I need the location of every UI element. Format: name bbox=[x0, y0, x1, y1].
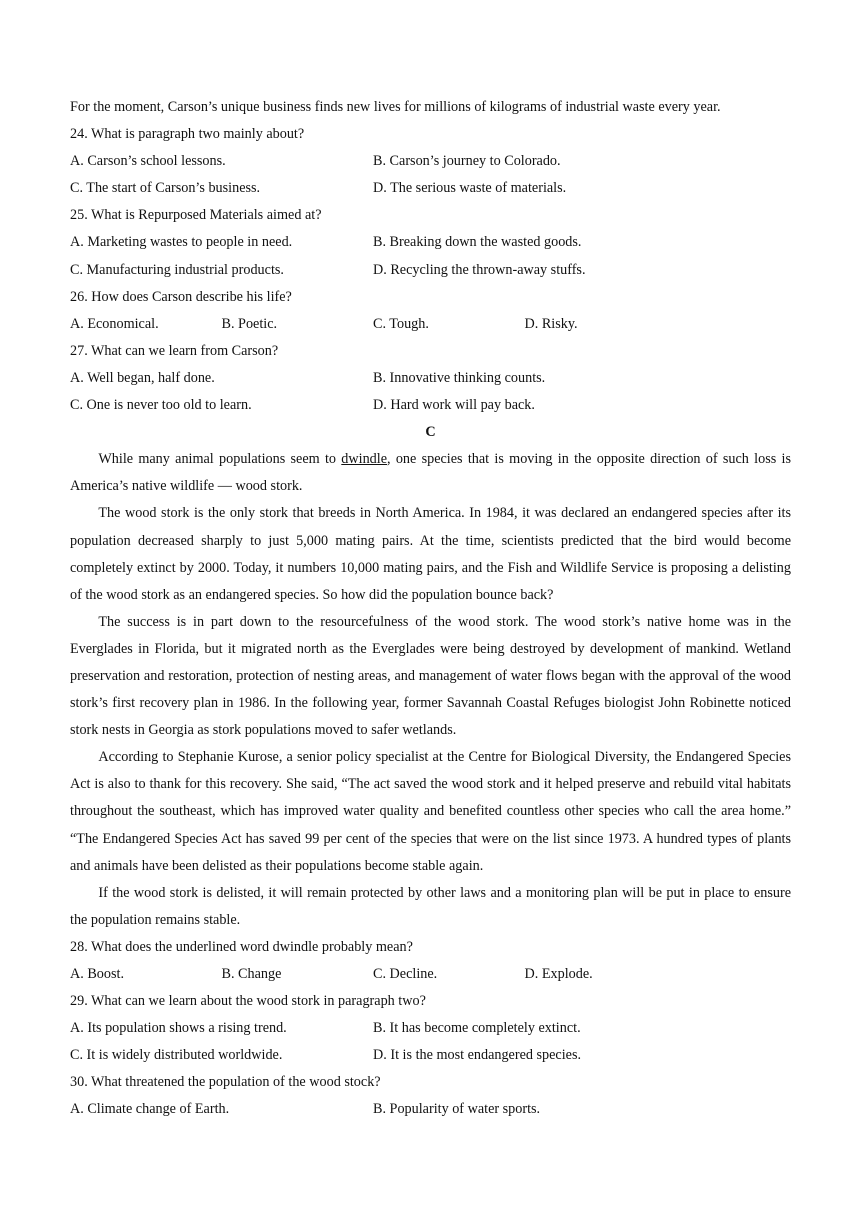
option: B. Innovative thinking counts. bbox=[373, 369, 546, 386]
question-stem: 27. What can we learn from Carson? bbox=[70, 342, 279, 359]
passage-paragraph: If the wood stork is delisted, it will remain protected by other laws and a monitoring plan will be put in place to ensure the population remains stable. bbox=[70, 884, 791, 928]
question-stem: 24. What is paragraph two mainly about? bbox=[70, 126, 305, 143]
option: D. Explode. bbox=[524, 966, 593, 982]
option: A. Its population shows a rising trend. bbox=[70, 1020, 287, 1037]
option: A. Well began, half done. bbox=[70, 369, 215, 386]
option: C. Tough. bbox=[373, 315, 429, 332]
option-row bbox=[70, 1015, 791, 1042]
option: B. Breaking down the wasted goods. bbox=[373, 234, 582, 251]
passage-paragraph: The success is in part down to the resourcefulness of the wood stork. The wood stork’s native home was in the Everglades in Florida, but it migrated north as the Everglades were being destroyed by development of mankind. Wetland preservation and restoration, protection of nesting areas, and management of water flows began with the approval of the wood stork’s first recovery plan in 1986. In the following year, former Savannah Coastal Refuges biologist John Robinette noticed stork nests in Georgia as stork populations moved to safer wetlands. bbox=[70, 613, 791, 739]
passage-paragraph: The wood stork is the only stork that breeds in North America. In 1984, it was declared an endangered species after its population decreased sharply to just 5,000 mating pairs. At the time, scientists predicted that the bird would become completely extinct by 2000. Today, it numbers 10,000 mating pairs, and the Fish and Wildlife Service is proposing a delisting of the wood stork as an endangered species. So how did the population bounce back? bbox=[70, 505, 791, 603]
option: C. Manufacturing industrial products. bbox=[70, 261, 284, 278]
option: C. Decline. bbox=[373, 966, 438, 982]
option: B. It has become completely extinct. bbox=[373, 1020, 581, 1037]
option-row bbox=[70, 311, 791, 338]
question-stem: 28. What does the underlined word dwindle probably mean? bbox=[70, 938, 413, 955]
option-row bbox=[70, 148, 791, 175]
option: A. Economical. bbox=[70, 315, 159, 332]
option-row bbox=[70, 1096, 791, 1123]
option: D. The serious waste of materials. bbox=[373, 180, 567, 197]
option-row bbox=[70, 257, 791, 284]
option: B. Poetic. bbox=[221, 315, 278, 332]
option-row bbox=[70, 1042, 791, 1069]
option: A. Climate change of Earth. bbox=[70, 1101, 230, 1118]
option-row bbox=[70, 365, 791, 392]
option: B. Carson’s journey to Colorado. bbox=[373, 153, 561, 170]
option: C. One is never too old to learn. bbox=[70, 397, 252, 414]
passage-paragraph bbox=[70, 446, 791, 500]
section-heading: C bbox=[425, 424, 436, 441]
text-run: , one species that is moving in the opposite direction of such loss is America’s native wildlife — wood stork. bbox=[70, 451, 792, 495]
intro-line: For the moment, Carson’s unique business finds new lives for millions of kilograms of industrial waste every year. bbox=[70, 99, 721, 115]
option: D. Risky. bbox=[524, 315, 578, 332]
option: D. Hard work will pay back. bbox=[373, 397, 535, 414]
option: A. Marketing wastes to people in need. bbox=[70, 234, 293, 251]
option: A. Boost. bbox=[70, 966, 124, 982]
option-row bbox=[70, 392, 791, 419]
question-stem: 30. What threatened the population of the wood stock? bbox=[70, 1074, 381, 1091]
option-row bbox=[70, 961, 791, 988]
option: B. Change bbox=[221, 966, 282, 982]
option: D. Recycling the thrown-away stuffs. bbox=[373, 261, 586, 278]
question-stem: 25. What is Repurposed Materials aimed at? bbox=[70, 207, 322, 224]
option-row bbox=[70, 175, 791, 202]
text-run: While many animal populations seem to bbox=[98, 451, 342, 468]
option: B. Popularity of water sports. bbox=[373, 1101, 541, 1118]
option: C. It is widely distributed worldwide. bbox=[70, 1047, 283, 1064]
option: A. Carson’s school lessons. bbox=[70, 153, 226, 170]
question-stem: 26. How does Carson describe his life? bbox=[70, 288, 292, 305]
option: C. The start of Carson’s business. bbox=[70, 180, 261, 197]
option-row bbox=[70, 229, 791, 256]
passage-paragraph: According to Stephanie Kurose, a senior policy specialist at the Centre for Biological Diversity, the Endangered Species Act is also to thank for this recovery. She said, “The act saved the wood stork and it helped preserve and rebuild vital habitats throughout the southeast, which has improved water quality and benefited countless other species who call the area home.” “The Endangered Species Act has saved 99 per cent of the species that were on the list since 1973. A hundred types of plants and animals have been delisted as their populations become stable again. bbox=[70, 749, 791, 874]
question-stem: 29. What can we learn about the wood stork in paragraph two? bbox=[70, 993, 426, 1010]
underlined-word: dwindle bbox=[341, 451, 387, 468]
option: D. It is the most endangered species. bbox=[373, 1047, 582, 1064]
document-page bbox=[70, 94, 791, 1124]
